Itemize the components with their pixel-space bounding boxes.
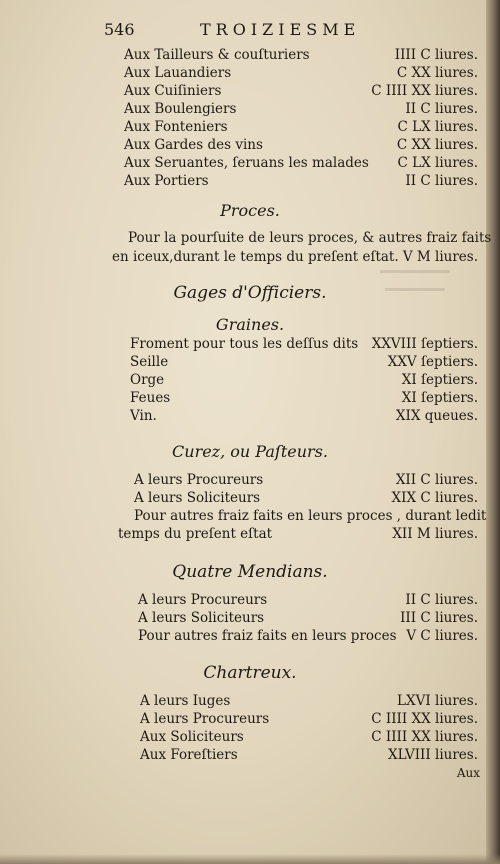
item-value: C LX liures. <box>397 155 478 171</box>
item-value: C LX liures. <box>397 119 478 135</box>
item-label: Aux Cuiſiniers <box>124 83 222 99</box>
item-value: XXVIII ſeptiers. <box>371 336 478 352</box>
list-item <box>0 693 500 711</box>
list-item <box>0 610 500 628</box>
list-item <box>0 408 500 426</box>
paragraph-line: Pour autres fraiz faits en leurs proces , durant ledit <box>134 508 487 524</box>
item-label: A leurs Procureurs <box>138 592 268 608</box>
item-label: Aux Tailleurs & couſturiers <box>124 47 310 63</box>
item-label: Seille <box>130 354 169 370</box>
paragraph-text: en iceux,durant le temps du preſent eſtat. <box>112 249 399 265</box>
running-head: TROIZIESME <box>200 20 361 39</box>
page-number: 546 <box>104 20 135 39</box>
item-label: Aux Foreſtiers <box>140 747 238 763</box>
section-heading-proces: Proces. <box>220 201 280 220</box>
list-item <box>0 173 500 191</box>
list-item <box>0 490 500 508</box>
paragraph-total: XII M liures. <box>392 526 478 542</box>
list-item <box>0 628 500 646</box>
list-item <box>0 47 500 65</box>
list-item <box>0 137 500 155</box>
item-value: C XX liures. <box>396 137 478 153</box>
list-item <box>0 472 500 490</box>
paragraph-text: temps du preſent eſtat <box>118 526 273 542</box>
item-value: II C liures. <box>405 592 478 608</box>
item-label: Aux Portiers <box>124 173 209 189</box>
list-item <box>0 592 500 610</box>
section-heading-mendians: Quatre Mendians. <box>172 562 328 582</box>
item-label: A leurs Soliciteurs <box>134 490 261 506</box>
paragraph-line <box>0 526 500 544</box>
list-item <box>0 65 500 83</box>
page-header <box>0 20 500 42</box>
item-label: Aux Gardes des vins <box>124 137 263 153</box>
paragraph-total: V M liures. <box>402 249 478 265</box>
item-value: C XX liures. <box>396 65 478 81</box>
list-item <box>0 747 500 765</box>
item-value: LXVI liures. <box>397 693 478 709</box>
paragraph-line <box>0 249 500 267</box>
list-item <box>0 336 500 354</box>
paragraph-line: Pour la pourſuite de leurs proces, & autres fraiz faits <box>128 230 492 246</box>
item-label: A leurs Procureurs <box>134 472 264 488</box>
list-item <box>0 83 500 101</box>
item-value: XXV ſeptiers. <box>387 354 478 370</box>
list-item <box>0 711 500 729</box>
list-item <box>0 354 500 372</box>
item-label: Feues <box>130 390 171 406</box>
item-value: III C liures. <box>400 610 478 626</box>
item-label: Aux Lauandiers <box>124 65 232 81</box>
item-label: Aux Boulengiers <box>124 101 237 117</box>
page-bottom-edge <box>0 854 500 864</box>
section-heading-gages: Gages d'Officiers. <box>173 283 327 303</box>
section-heading-chartreux: Chartreux. <box>203 663 297 683</box>
item-label: Froment pour tous les deſſus dits <box>130 336 359 352</box>
item-value: V C liures. <box>406 628 478 644</box>
list-item <box>0 390 500 408</box>
item-value: II C liures. <box>405 101 478 117</box>
item-label: Vin. <box>130 408 157 424</box>
list-item <box>0 729 500 747</box>
item-value: XI ſeptiers. <box>401 390 478 406</box>
item-value: XLVIII liures. <box>387 747 478 763</box>
item-value: II C liures. <box>405 173 478 189</box>
list-item <box>0 372 500 390</box>
list-item <box>0 101 500 119</box>
item-value: IIII C liures. <box>394 47 478 63</box>
item-value: XIX queues. <box>395 408 478 424</box>
item-label: Orge <box>130 372 165 388</box>
item-label: Aux Fonteniers <box>124 119 228 135</box>
section-heading-curez: Curez, ou Paſteurs. <box>172 442 328 461</box>
catchword: Aux <box>456 766 480 780</box>
item-label: Aux Seruantes, ſeruans les malades <box>124 155 369 171</box>
item-value: XI ſeptiers. <box>401 372 478 388</box>
item-value: C IIII XX liures. <box>371 729 478 745</box>
item-label: Pour autres fraiz faits en leurs proces <box>138 628 397 644</box>
item-value: C IIII XX liures. <box>371 83 478 99</box>
item-label: A leurs Procureurs <box>140 711 270 727</box>
item-label: A leurs Iuges <box>140 693 231 709</box>
item-value: XII C liures. <box>395 472 478 488</box>
item-label: A leurs Soliciteurs <box>138 610 265 626</box>
subsection-heading-graines: Graines. <box>215 315 285 334</box>
item-value: XIX C liures. <box>391 490 478 506</box>
item-label: Aux Soliciteurs <box>140 729 244 745</box>
item-value: C IIII XX liures. <box>371 711 478 727</box>
list-item <box>0 119 500 137</box>
list-item <box>0 155 500 173</box>
